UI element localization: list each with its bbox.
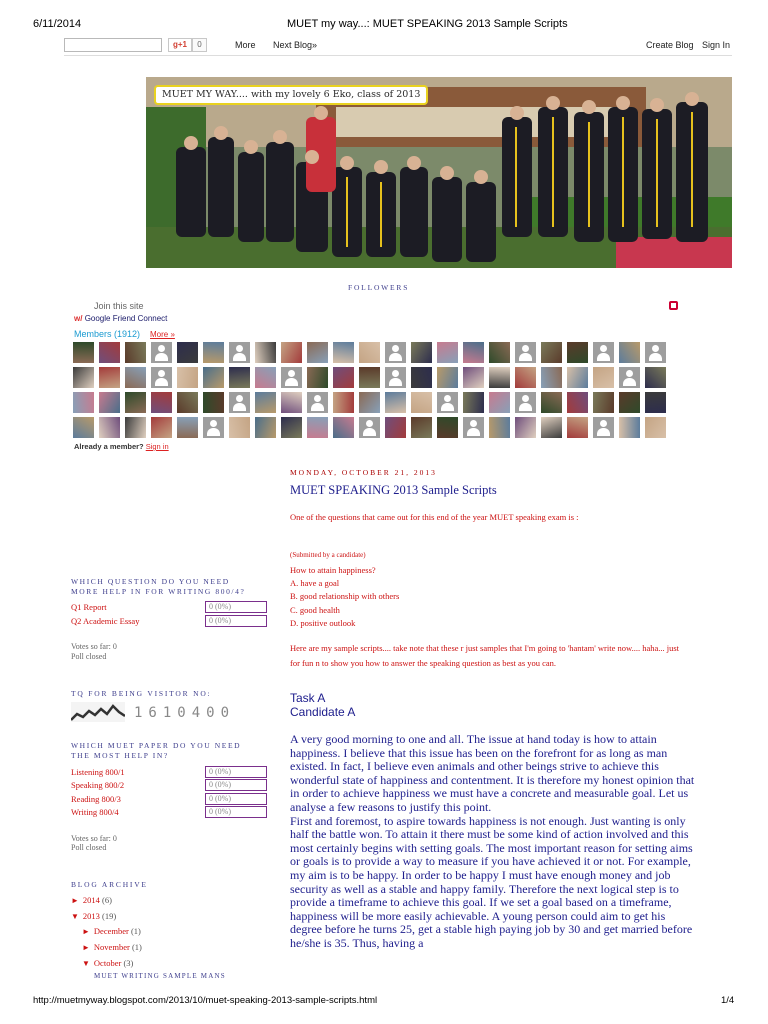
- google-friend-connect-label: [74, 314, 167, 323]
- follower-avatar[interactable]: [463, 417, 484, 438]
- collapse-arrow-icon[interactable]: ▼: [82, 959, 90, 968]
- follower-avatar[interactable]: [645, 417, 666, 438]
- follower-avatar[interactable]: [489, 367, 510, 388]
- archive-month-october[interactable]: [82, 958, 133, 968]
- poll-result-speaking: 0 (0%): [205, 779, 267, 791]
- follower-avatar[interactable]: [463, 342, 484, 363]
- poll-result-reading: 0 (0%): [205, 793, 267, 805]
- task-heading: [290, 691, 355, 719]
- post-intro: One of the questions that came out for this end of the year MUET speaking exam is :: [290, 512, 579, 522]
- create-blog-link[interactable]: Create Blog: [646, 40, 694, 50]
- body-paragraph-2: First and foremost, to aspire towards happiness is not enough. Just wanting is only half the battle won. To attain it there must be some kind of action involved and this most certainly begins with setting goals. The most important reason for setting aims or goals is to provide a way to measure if you have achieved it or not. For example, my aim is to be happy. In order to be happy I must have enough money and job security as well as a stable and happy family. Therefore the next logical step is to provide a timeframe to achieve this goal. If we set a goal based on a timeframe, happiness will be more easily achievable. A young person could aim to get his degree before he turns 25, get a stable high paying job by 30 and get married before he/she is 35. Thus, having a: [290, 813, 693, 950]
- follower-avatar[interactable]: [437, 367, 458, 388]
- follower-avatar[interactable]: [411, 342, 432, 363]
- archive-month-december[interactable]: [82, 926, 141, 936]
- follower-avatar[interactable]: [645, 342, 666, 363]
- already-member-label: Already a member?: [74, 442, 144, 451]
- members-count: Members (1912): [74, 329, 141, 339]
- follower-avatar[interactable]: [125, 367, 146, 388]
- print-page-number: 1/4: [721, 995, 735, 1006]
- followers-sign-in-link[interactable]: Sign in: [145, 442, 169, 451]
- poll-result-q1: 0 (0%): [205, 601, 267, 613]
- follower-avatar[interactable]: [307, 367, 328, 388]
- follower-avatar[interactable]: [177, 367, 198, 388]
- follower-avatar[interactable]: [73, 417, 94, 438]
- counter-graph-icon: [71, 702, 125, 722]
- follower-avatar[interactable]: [567, 367, 588, 388]
- follower-avatar[interactable]: [73, 367, 94, 388]
- follower-avatar[interactable]: [125, 342, 146, 363]
- print-date: 6/11/2014: [33, 18, 82, 30]
- post-body: [290, 733, 695, 951]
- expand-arrow-icon[interactable]: ►: [82, 943, 90, 952]
- sign-in-link[interactable]: Sign In: [702, 40, 731, 50]
- gfc-text: Google Friend Connect: [84, 314, 168, 323]
- follower-avatar[interactable]: [307, 342, 328, 363]
- follower-avatar[interactable]: [359, 367, 380, 388]
- follower-avatar[interactable]: [619, 417, 640, 438]
- follower-avatar[interactable]: [619, 342, 640, 363]
- follower-avatar[interactable]: [385, 392, 406, 413]
- navbar-divider: [64, 55, 732, 56]
- follower-avatar[interactable]: [281, 367, 302, 388]
- follower-avatar[interactable]: [73, 342, 94, 363]
- samples-note: Here are my sample scripts.... take note that these r just samples that I'm going to 'hantam' write now.... haha... just for fun n to show you how to answer the speaking question as best as you can.: [290, 643, 680, 668]
- body-paragraph-1: A very good morning to one and all. The issue at hand today is how to attain happiness. I believe that this issue has been on the forefront for as long as man existed. In fact, I believe even animals and other beings strive to achieve this wonderful state of happiness and contentment. It is therefore my honest opinion that in order to achieve happiness we must have a concrete and measurable goal. Let us analyse a few reasons to justify this point.: [290, 732, 695, 814]
- banner-caption: MUET MY WAY.... with my lovely 6 Eko, class of 2013: [154, 85, 428, 105]
- poll-votes: Votes so far: 0: [71, 642, 117, 651]
- archive-year-2014[interactable]: [71, 895, 112, 905]
- follower-avatar[interactable]: [541, 342, 562, 363]
- poll-result-q2: 0 (0%): [205, 615, 267, 627]
- poll-status: Poll closed: [71, 652, 107, 661]
- follower-avatar[interactable]: [541, 417, 562, 438]
- follower-avatar[interactable]: [359, 392, 380, 413]
- follower-avatar[interactable]: [515, 367, 536, 388]
- follower-avatar[interactable]: [359, 342, 380, 363]
- follower-avatar[interactable]: [125, 417, 146, 438]
- poll-result-listening: 0 (0%): [205, 766, 267, 778]
- members-more-link[interactable]: More »: [150, 330, 175, 339]
- plus-one-count: 0: [192, 38, 207, 52]
- blog-archive-title: BLOG ARCHIVE: [71, 880, 148, 889]
- follower-avatar[interactable]: [359, 417, 380, 438]
- follower-avatar[interactable]: [515, 342, 536, 363]
- blogger-navbar: [0, 36, 768, 56]
- follower-avatar[interactable]: [229, 417, 250, 438]
- option-c: C. good health: [290, 604, 340, 615]
- follower-avatar[interactable]: [411, 392, 432, 413]
- post-title[interactable]: MUET SPEAKING 2013 Sample Scripts: [290, 483, 497, 497]
- visitor-counter-title: TQ FOR BEING VISITOR NO:: [71, 689, 212, 698]
- follower-avatar[interactable]: [593, 417, 614, 438]
- open-window-icon[interactable]: [669, 301, 678, 310]
- follower-avatar[interactable]: [593, 367, 614, 388]
- join-this-site-link[interactable]: Join this site: [94, 301, 144, 311]
- follower-avatar[interactable]: [489, 392, 510, 413]
- follower-avatar[interactable]: [437, 392, 458, 413]
- follower-avatar[interactable]: [333, 342, 354, 363]
- follower-avatar[interactable]: [619, 367, 640, 388]
- follower-avatar[interactable]: [177, 417, 198, 438]
- archive-count: (19): [102, 911, 117, 921]
- follower-avatar[interactable]: [489, 342, 510, 363]
- follower-avatar[interactable]: [307, 417, 328, 438]
- follower-avatar[interactable]: [151, 367, 172, 388]
- follower-avatar[interactable]: [99, 392, 120, 413]
- follower-avatar[interactable]: [619, 392, 640, 413]
- follower-avatar[interactable]: [489, 417, 510, 438]
- followers-title: FOLLOWERS: [348, 283, 410, 292]
- follower-avatar[interactable]: [99, 417, 120, 438]
- archive-count: (1): [130, 926, 141, 936]
- task-label: Task A: [290, 691, 326, 705]
- already-member-text: [74, 442, 169, 451]
- follower-avatar[interactable]: [515, 392, 536, 413]
- poll-result-writing: 0 (0%): [205, 806, 267, 818]
- poll-option-reading[interactable]: Reading 800/3: [71, 794, 121, 804]
- archive-year-2013[interactable]: [71, 911, 116, 921]
- poll-option-q1-report[interactable]: Q1 Report: [71, 602, 107, 612]
- follower-avatar[interactable]: [203, 342, 224, 363]
- follower-avatar[interactable]: [437, 342, 458, 363]
- expand-arrow-icon[interactable]: ►: [71, 896, 79, 905]
- poll-paper-title: WHICH MUET PAPER DO YOU NEED THE MOST HELP IN?: [71, 741, 242, 760]
- follower-avatar[interactable]: [177, 392, 198, 413]
- follower-avatar[interactable]: [333, 367, 354, 388]
- follower-avatar[interactable]: [593, 342, 614, 363]
- follower-avatar[interactable]: [125, 392, 146, 413]
- follower-avatar[interactable]: [385, 342, 406, 363]
- question-list: [290, 564, 399, 630]
- follower-avatar[interactable]: [463, 367, 484, 388]
- follower-avatar[interactable]: [541, 367, 562, 388]
- archive-month-november[interactable]: [82, 942, 142, 952]
- follower-avatar[interactable]: [151, 342, 172, 363]
- follower-avatar[interactable]: [567, 342, 588, 363]
- follower-avatar[interactable]: [567, 417, 588, 438]
- archive-label[interactable]: 2013: [82, 911, 100, 921]
- follower-avatar[interactable]: [515, 417, 536, 438]
- next-blog-link[interactable]: Next Blog»: [273, 40, 318, 50]
- header-banner-photo: [146, 77, 732, 268]
- follower-avatar[interactable]: [255, 392, 276, 413]
- collapse-arrow-icon[interactable]: ▼: [71, 912, 79, 921]
- follower-avatar-grid: [73, 342, 673, 438]
- follower-avatar[interactable]: [203, 367, 224, 388]
- archive-count: (3): [123, 958, 134, 968]
- follower-avatar[interactable]: [645, 367, 666, 388]
- archive-label[interactable]: November: [93, 942, 130, 952]
- follower-avatar[interactable]: [73, 392, 94, 413]
- follower-avatar[interactable]: [151, 417, 172, 438]
- follower-avatar[interactable]: [229, 367, 250, 388]
- follower-avatar[interactable]: [281, 417, 302, 438]
- archive-label[interactable]: October: [93, 958, 122, 968]
- search-input[interactable]: [64, 38, 162, 52]
- visitor-count: 1610400: [134, 705, 236, 721]
- follower-avatar[interactable]: [281, 342, 302, 363]
- follower-avatar[interactable]: [463, 392, 484, 413]
- gfc-brand: w/: [74, 314, 83, 323]
- follower-avatar[interactable]: [229, 342, 250, 363]
- follower-avatar[interactable]: [385, 367, 406, 388]
- follower-avatar[interactable]: [255, 367, 276, 388]
- option-d: D. positive outlook: [290, 617, 356, 628]
- poll-writing-title: WHICH QUESTION DO YOU NEED MORE HELP IN FOR WRITING 800/4?: [71, 577, 246, 596]
- follower-avatar[interactable]: [99, 367, 120, 388]
- follower-avatar[interactable]: [281, 392, 302, 413]
- follower-avatar[interactable]: [177, 342, 198, 363]
- follower-avatar[interactable]: [645, 392, 666, 413]
- follower-avatar[interactable]: [333, 392, 354, 413]
- follower-avatar[interactable]: [541, 392, 562, 413]
- poll-option-writing[interactable]: Writing 800/4: [71, 807, 119, 817]
- google-plus-one-button[interactable]: g+1: [168, 38, 192, 52]
- archive-count: (6): [102, 895, 112, 905]
- archive-post-link[interactable]: MUET WRITING SAMPLE MANS: [94, 972, 226, 980]
- post-date: MONDAY, OCTOBER 21, 2013: [290, 468, 437, 477]
- follower-avatar[interactable]: [255, 342, 276, 363]
- follower-avatar[interactable]: [567, 392, 588, 413]
- follower-avatar[interactable]: [203, 392, 224, 413]
- option-b: B. good relationship with others: [290, 591, 400, 602]
- follower-avatar[interactable]: [307, 392, 328, 413]
- follower-avatar[interactable]: [203, 417, 224, 438]
- archive-label[interactable]: December: [93, 926, 129, 936]
- follower-avatar[interactable]: [411, 417, 432, 438]
- poll-option-listening[interactable]: Listening 800/1: [71, 767, 125, 777]
- follower-avatar[interactable]: [229, 392, 250, 413]
- archive-label[interactable]: 2014: [82, 895, 100, 905]
- submitted-note: (Submitted by a candidate): [290, 551, 366, 559]
- expand-arrow-icon[interactable]: ►: [82, 927, 90, 936]
- print-title: MUET my way...: MUET SPEAKING 2013 Sample Scripts: [287, 18, 568, 30]
- follower-avatar[interactable]: [255, 417, 276, 438]
- follower-avatar[interactable]: [437, 417, 458, 438]
- follower-avatar[interactable]: [151, 392, 172, 413]
- follower-avatar[interactable]: [411, 367, 432, 388]
- follower-avatar[interactable]: [333, 417, 354, 438]
- print-url: http://muetmyway.blogspot.com/2013/10/muet-speaking-2013-sample-scripts.html: [33, 995, 378, 1006]
- follower-avatar[interactable]: [593, 392, 614, 413]
- poll2-votes: Votes so far: 0: [71, 834, 117, 843]
- candidate-label: Candidate A: [290, 705, 356, 719]
- follower-avatar[interactable]: [99, 342, 120, 363]
- follower-avatar[interactable]: [385, 417, 406, 438]
- more-menu-link[interactable]: More: [235, 40, 256, 50]
- poll-option-speaking[interactable]: Speaking 800/2: [71, 780, 125, 790]
- question-text: How to attain happiness?: [290, 565, 376, 575]
- option-a: A. have a goal: [290, 578, 340, 589]
- poll2-status: Poll closed: [71, 843, 107, 852]
- archive-count: (1): [131, 942, 142, 952]
- poll-option-q2-essay[interactable]: Q2 Academic Essay: [71, 616, 140, 626]
